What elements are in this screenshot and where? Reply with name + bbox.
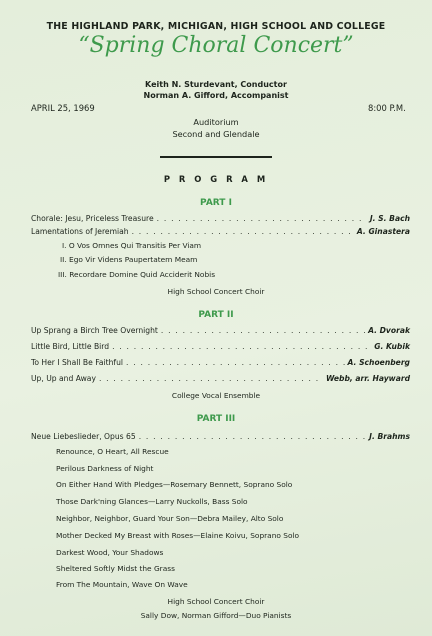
song-line: Darkest Wood, Your Shadows <box>56 548 164 557</box>
song-line: On Either Hand With Pledges—Rosemary Bennett, Soprano Solo <box>56 480 293 489</box>
song-line: From The Mountain, Wave On Wave <box>56 580 188 589</box>
song-line: Mother Decked My Breast with Roses—Elaine Koivu, Soprano Solo <box>56 531 300 540</box>
movement-line: I. O Vos Omnes Qui Transitis Per Viam <box>62 241 202 250</box>
song-line: Those Dark'ning Glances—Larry Nuckolls, Bass Solo <box>56 497 248 506</box>
part-heading: PART III <box>196 414 236 424</box>
movement-line: II. Ego Vir Videns Paupertatem Meam <box>60 255 198 264</box>
concert-time: 8:00 P.M. <box>368 103 406 113</box>
leader-dots <box>112 342 371 351</box>
composer: J. S. Bach <box>369 214 410 223</box>
piece-title: Up, Up and Away <box>31 374 96 383</box>
venue: Auditorium <box>193 117 239 127</box>
program-heading: P R O G R A M <box>163 174 269 184</box>
part-heading: PART I <box>200 198 232 208</box>
pianists-line: Sally Dow, Norman Gifford—Duo Pianists <box>140 611 292 620</box>
leader-dots <box>126 358 345 367</box>
composer: A. Dvorak <box>368 326 410 335</box>
program-entry <box>31 432 410 444</box>
school-name: THE HIGHLAND PARK, MICHIGAN, HIGH SCHOOL AND COLLEGE <box>46 21 386 32</box>
venue-address: Second and Glendale <box>172 129 260 139</box>
program-entry <box>31 374 410 386</box>
composer: G. Kubik <box>374 342 410 351</box>
program-entry <box>31 358 410 370</box>
piece-title: To Her I Shall Be Faithful <box>31 358 124 367</box>
leader-dots <box>139 432 366 441</box>
program-entry <box>31 214 410 226</box>
program-entry <box>31 326 410 338</box>
piece-title: Neue Liebeslieder, Opus 65 <box>31 432 136 441</box>
composer: A. Ginastera <box>356 227 410 236</box>
leader-dots <box>161 326 365 335</box>
conductor-credit: Keith N. Sturdevant, Conductor <box>145 80 287 89</box>
composer: A. Schoenberg <box>347 358 410 367</box>
song-line: Neighbor, Neighbor, Guard Your Son—Debra Mailey, Alto Solo <box>56 514 284 523</box>
song-line: Sheltered Softly Midst the Grass <box>56 564 175 573</box>
movement-line: III. Recordare Domine Quid Acciderit Nobis <box>58 270 216 279</box>
composer: J. Brahms <box>369 432 410 441</box>
leader-dots <box>132 227 354 236</box>
performer-line: College Vocal Ensemble <box>171 391 261 400</box>
program-entry <box>31 342 410 354</box>
leader-dots <box>157 214 367 223</box>
performer-line: High School Concert Choir <box>167 287 265 296</box>
accompanist-credit: Norman A. Gifford, Accompanist <box>143 91 289 100</box>
concert-title: “Spring Choral Concert” <box>78 33 354 58</box>
composer: Webb, arr. Hayward <box>325 374 410 383</box>
leader-dots <box>99 374 323 383</box>
part-heading: PART II <box>198 310 234 320</box>
piece-title: Chorale: Jesu, Priceless Treasure <box>31 214 154 223</box>
song-line: Renounce, O Heart, All Rescue <box>56 447 169 456</box>
concert-date: APRIL 25, 1969 <box>31 103 95 113</box>
piece-title: Up Sprang a Birch Tree Overnight <box>31 326 158 335</box>
piece-title: Lamentations of Jeremiah <box>31 227 129 236</box>
performer-line: High School Concert Choir <box>167 597 265 606</box>
piece-title: Little Bird, Little Bird <box>31 342 110 351</box>
divider-rule <box>160 156 272 158</box>
song-line: Perilous Darkness of Night <box>56 464 154 473</box>
program-entry <box>31 227 410 239</box>
